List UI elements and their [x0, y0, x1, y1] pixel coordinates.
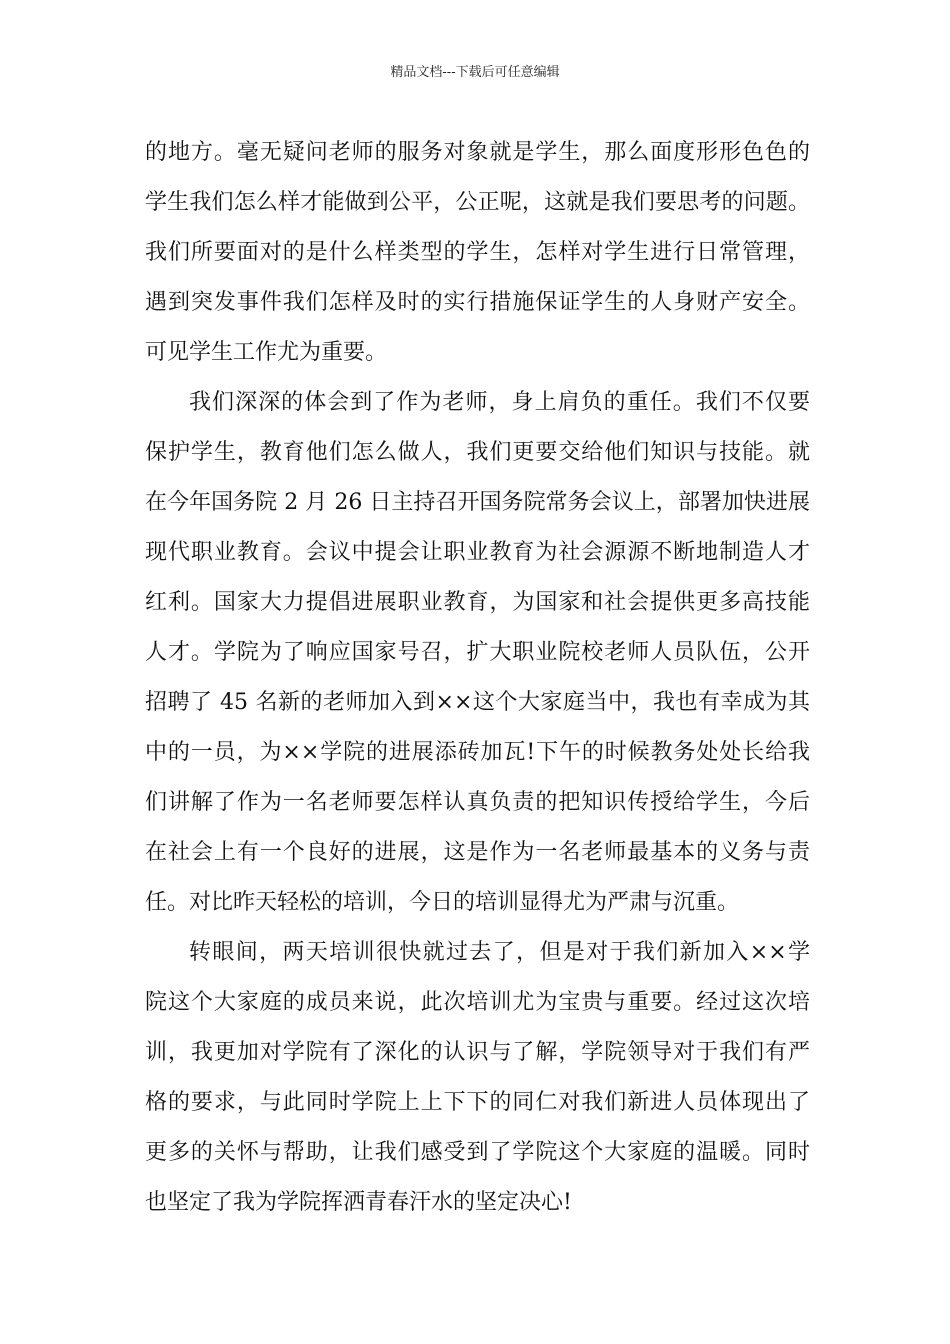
text-line: 我们深深的体会到了作为老师，身上肩负的重任。我们不仅要 [189, 390, 810, 415]
text-line: 的地方。毫无疑问老师的服务对象就是学生，那么面度形形色色的 [145, 140, 810, 165]
page-header: 精品文档---下载后可任意编辑 [390, 65, 560, 80]
text-line: 可见学生工作尤为重要。 [145, 340, 388, 365]
text-line: 现代职业教育。会议中提会让职业教育为社会源源不断地制造人才 [145, 540, 810, 565]
text-line: 人才。学院为了响应国家号召，扩大职业院校老师人员队伍，公开 [145, 640, 810, 665]
text-line: 训，我更加对学院有了深化的认识与了解，学院领导对于我们有严 [145, 1040, 810, 1065]
text-line: 在今年国务院 2 月 26 日主持召开国务院常务会议上，部署加快进展 [145, 490, 810, 515]
text-line: 我们所要面对的是什么样类型的学生，怎样对学生进行日常管理， [145, 240, 810, 265]
text-line: 任。对比昨天轻松的培训，今日的培训显得尤为严肃与沉重。 [145, 890, 740, 915]
text-line: 遇到突发事件我们怎样及时的实行措施保证学生的人身财产安全。 [145, 290, 810, 315]
document-body [145, 128, 810, 1228]
text-line: 招聘了 45 名新的老师加入到××这个大家庭当中，我也有幸成为其 [145, 690, 810, 715]
text-line: 学生我们怎么样才能做到公平，公正呢，这就是我们要思考的问题。 [145, 190, 810, 215]
text-line: 更多的关怀与帮助，让我们感受到了学院这个大家庭的温暖。同时 [145, 1140, 810, 1165]
text-line: 在社会上有一个良好的进展，这是作为一名老师最基本的义务与责 [145, 840, 810, 865]
text-line: 保护学生，教育他们怎么做人，我们更要交给他们知识与技能。就 [145, 440, 810, 465]
text-line: 红利。国家大力提倡进展职业教育，为国家和社会提供更多高技能 [145, 590, 810, 615]
text-line: 格的要求，与此同时学院上上下下的同仁对我们新进人员体现出了 [145, 1090, 810, 1115]
text-line: 转眼间，两天培训很快就过去了，但是对于我们新加入××学 [189, 940, 810, 965]
text-line: 中的一员，为××学院的进展添砖加瓦!下午的时候教务处处长给我 [145, 740, 810, 765]
text-line: 也坚定了我为学院挥洒青春汗水的坚定决心! [145, 1190, 572, 1215]
text-line: 院这个大家庭的成员来说，此次培训尤为宝贵与重要。经过这次培 [145, 990, 810, 1015]
text-line: 们讲解了作为一名老师要怎样认真负责的把知识传授给学生，今后 [145, 790, 810, 815]
